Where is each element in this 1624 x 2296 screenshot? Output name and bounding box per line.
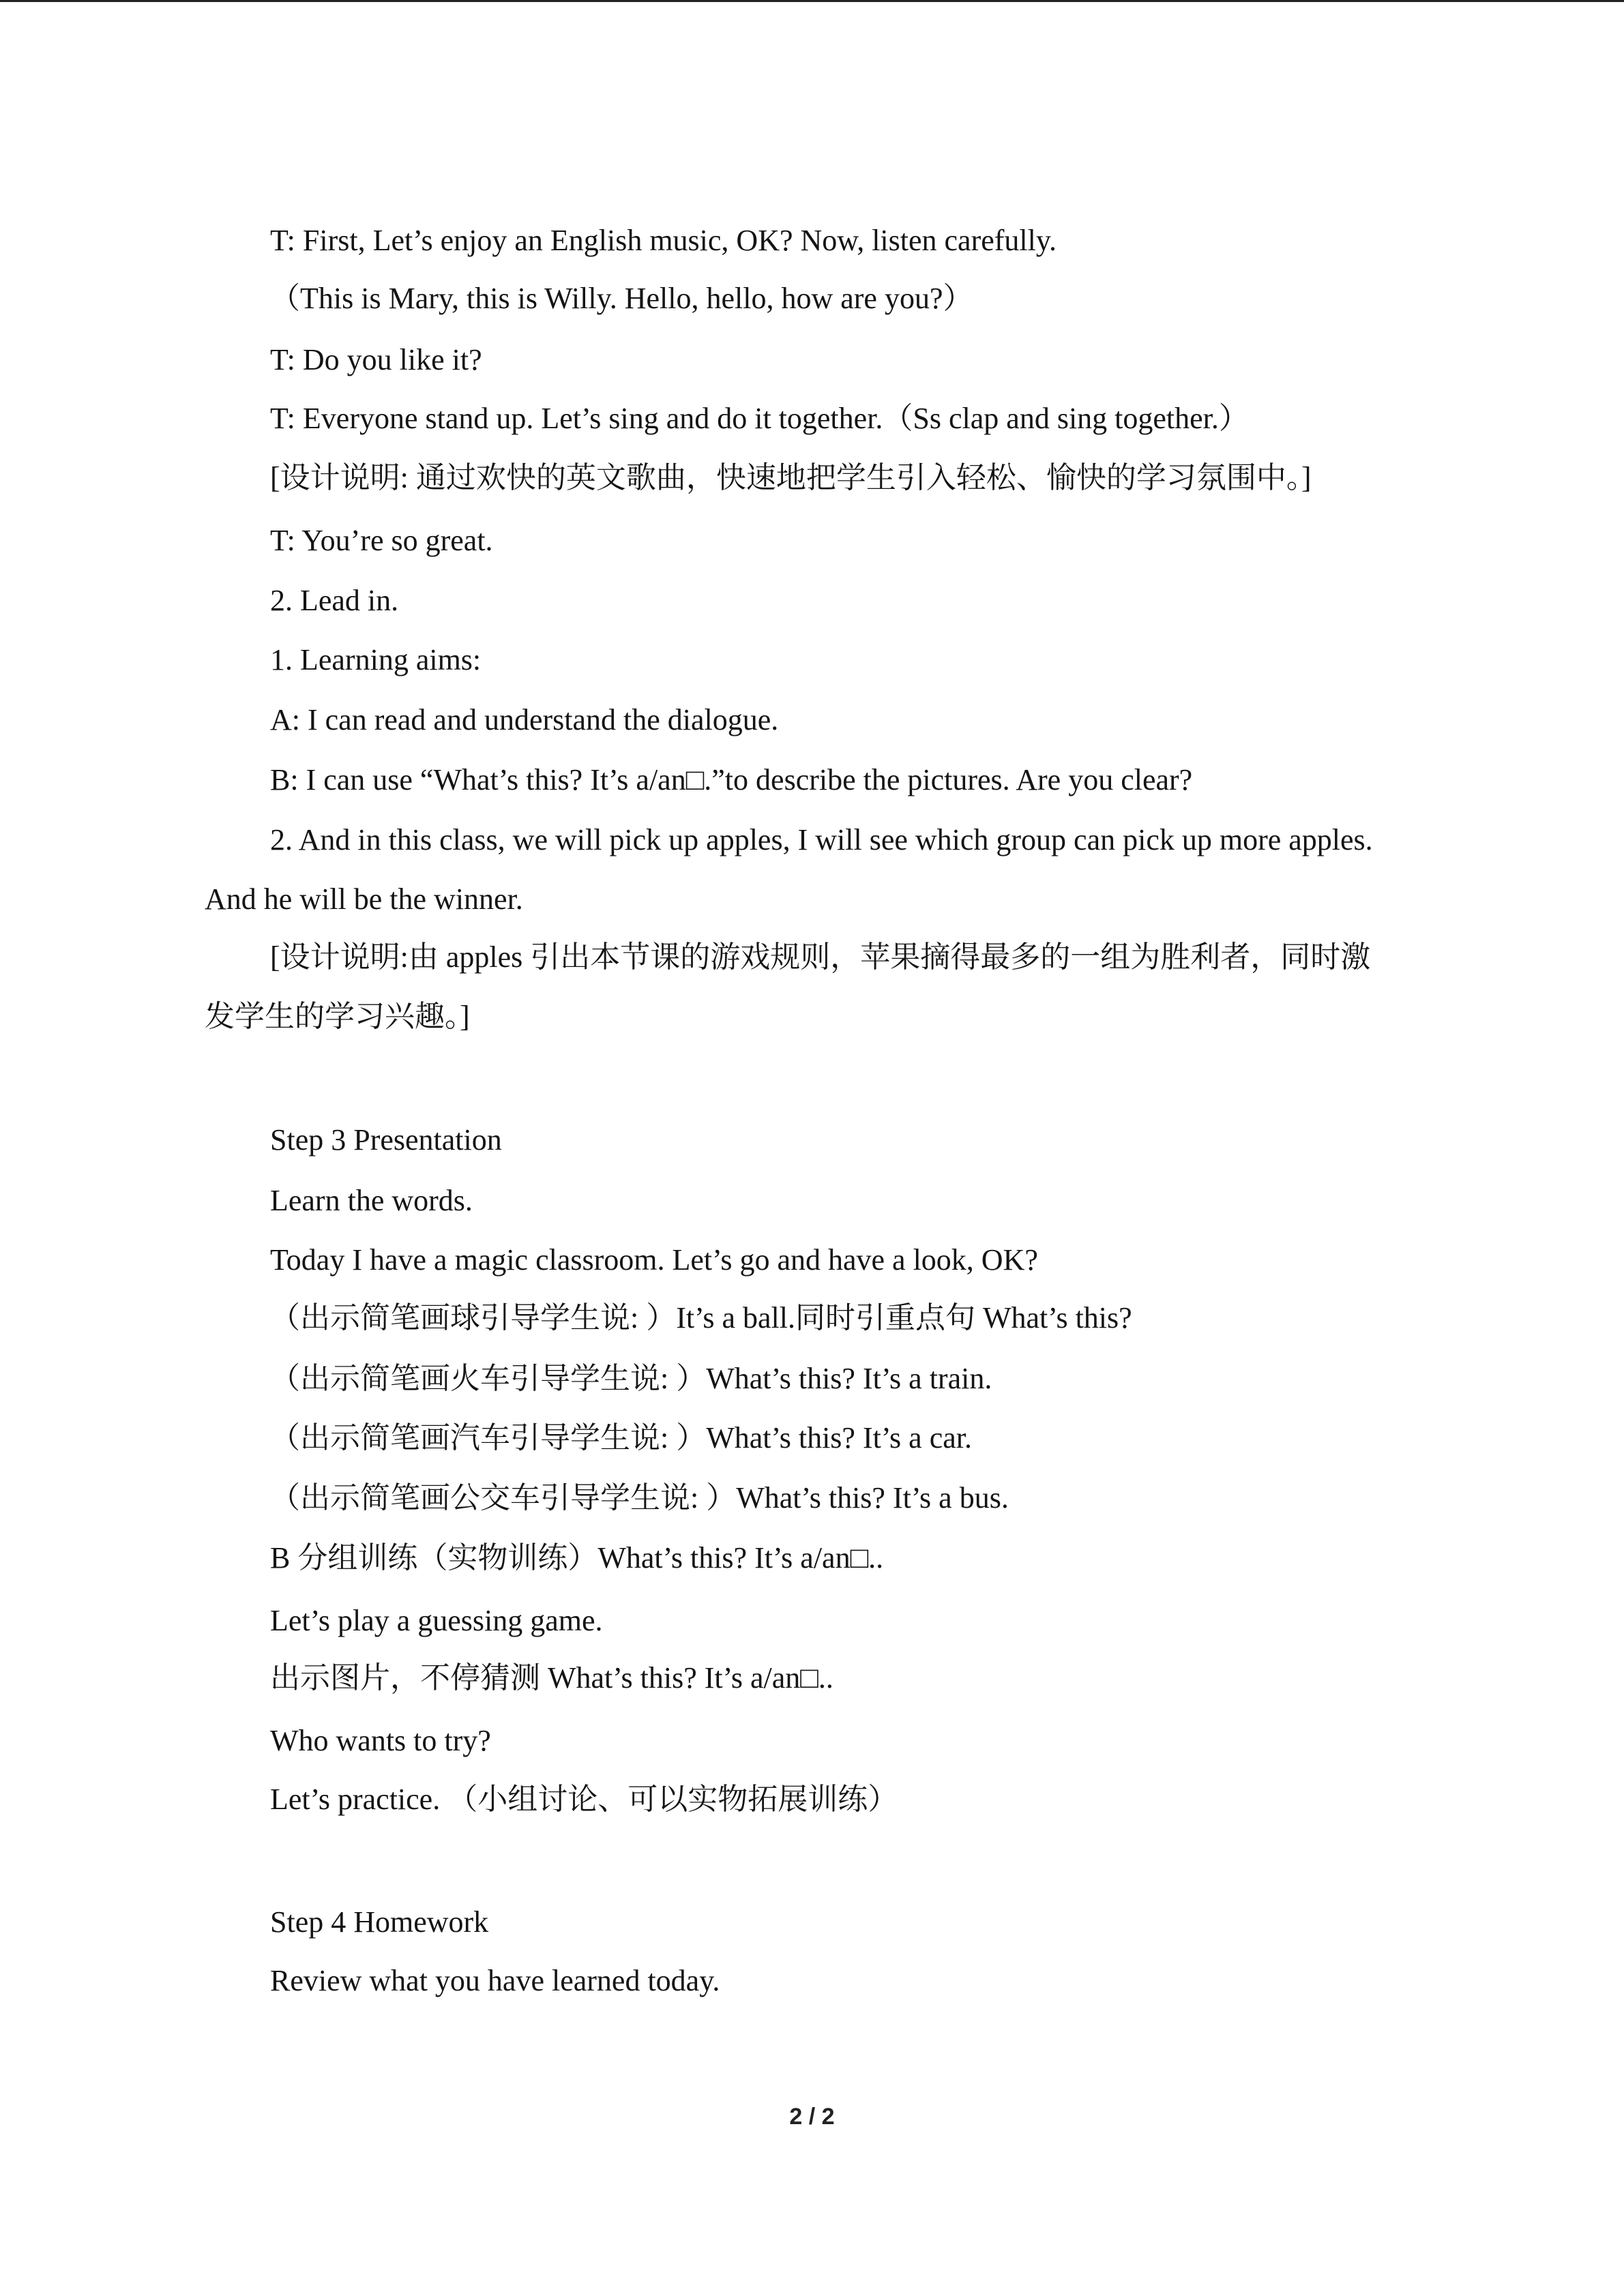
design-note: [设计说明:由 apples 引出本节课的游戏规则，苹果摘得最多的一组为胜利者，同时激 [270, 940, 1371, 974]
text-line: T: First, Let’s enjoy an English music, OK? Now, listen carefully. [270, 224, 1057, 257]
text-line: （出示简笔画汽车引导学生说: ）What’s this? It’s a car. [270, 1421, 972, 1455]
text-line: （出示简笔画公交车引导学生说: ）What’s this? It’s a bus. [270, 1481, 1009, 1515]
design-note: 发学生的学习兴趣。] [205, 1000, 470, 1033]
text-line: （This is Mary, this is Willy. Hello, hello, how are you?） [270, 282, 973, 315]
text-line: Review what you have learned today. [270, 1964, 720, 1997]
text-line: Today I have a magic classroom. Let’s go and have a look, OK? [270, 1243, 1038, 1277]
page-number: 2 / 2 [789, 2104, 835, 2130]
text-line: B 分组训练（实物训练）What’s this? It’s a/an□.. [270, 1541, 884, 1575]
text-line: B: I can use “What’s this? It’s a/an□.”to describe the pictures. Are you clear? [270, 763, 1193, 796]
text-line: T: Do you like it? [270, 343, 482, 376]
text-line: Learn the words. [270, 1184, 473, 1217]
text-line: Let’s practice. （小组讨论、可以实物拓展训练） [270, 1783, 898, 1816]
design-note: [设计说明: 通过欢快的英文歌曲，快速地把学生引入轻松、愉快的学习氛围中。] [270, 461, 1312, 494]
text-line: （出示简笔画火车引导学生说: ）What’s this? It’s a train. [270, 1362, 992, 1395]
text-line: And he will be the winner. [205, 882, 523, 916]
section-heading: Step 4 Homework [270, 1905, 489, 1939]
section-heading: Step 3 Presentation [270, 1123, 502, 1157]
text-line: （出示简笔画球引导学生说: ）It’s a ball.同时引重点句 What’s this? [270, 1301, 1132, 1335]
text-line: Let’s play a guessing game. [270, 1604, 603, 1637]
text-line: 1. Learning aims: [270, 643, 482, 676]
text-line: 出示图片，不停猜测 What’s this? It’s a/an□.. [270, 1661, 833, 1695]
text-line: T: You’re so great. [270, 524, 493, 557]
text-line: 2. And in this class, we will pick up apples, I will see which group can pick up more apples. [270, 823, 1373, 856]
section-heading: 2. Lead in. [270, 584, 399, 617]
text-line: Who wants to try? [270, 1724, 491, 1757]
text-line: A: I can read and understand the dialogue. [270, 703, 779, 736]
text-line: T: Everyone stand up. Let’s sing and do it together.（Ss clap and sing together.） [270, 402, 1249, 435]
